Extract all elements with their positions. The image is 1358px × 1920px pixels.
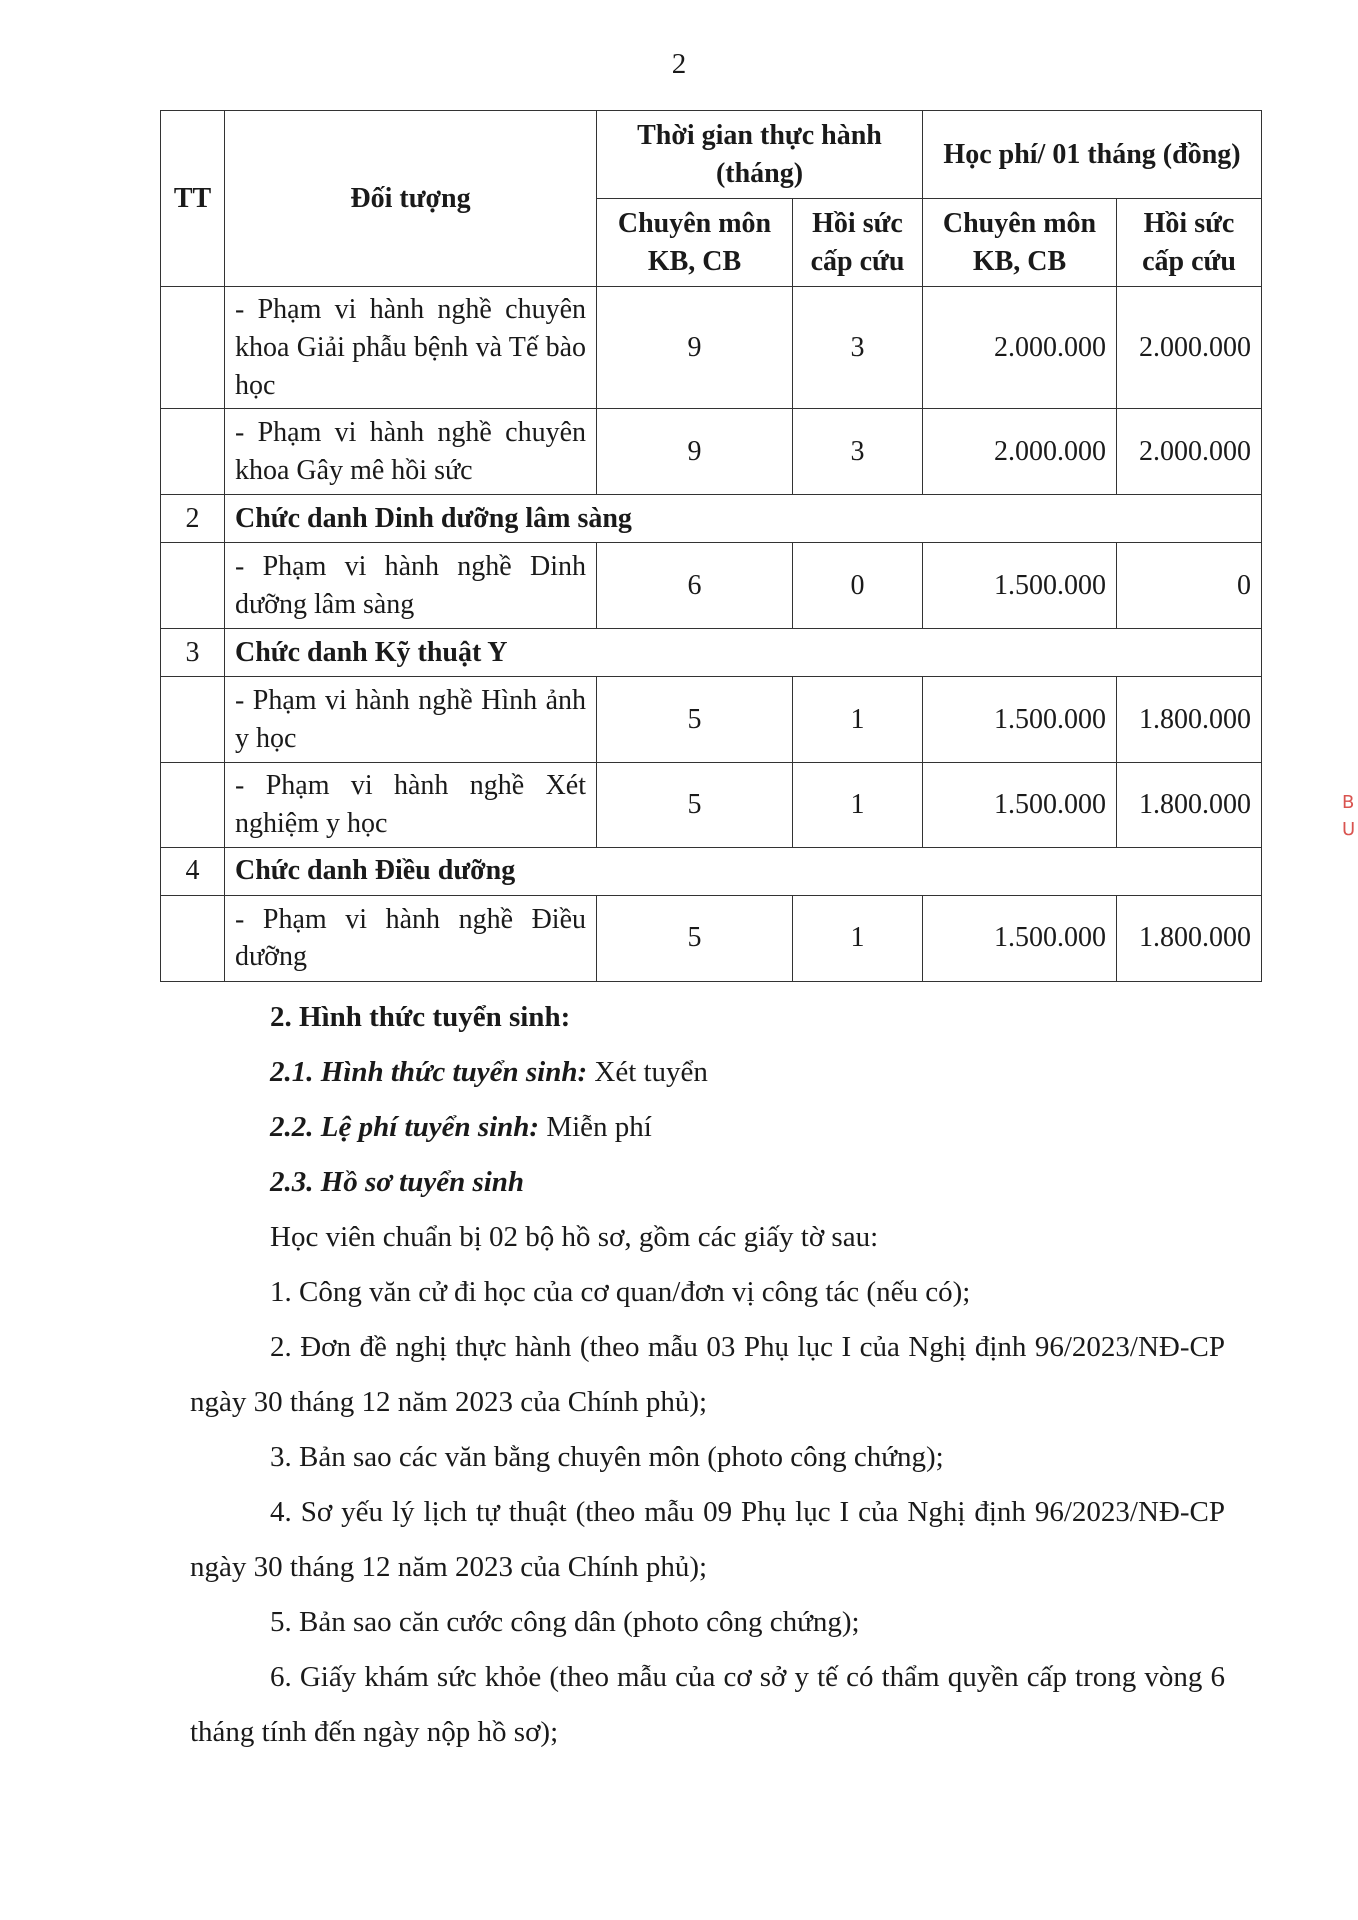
header-subject: Đối tượng [225,111,597,287]
dossier-item: 1. Công văn cử đi học của cơ quan/đơn vị công tác (nếu có); [270,1276,971,1308]
row-fee-resuscitation: 0 [1117,543,1262,629]
header-practice-time: Thời gian thực hành (tháng) [597,111,923,199]
group-title: Chức danh Kỹ thuật Y [225,629,1262,677]
row-tt [161,287,225,409]
admission-fee-line [190,1100,1225,1155]
row-fee-resuscitation: 1.800.000 [1117,895,1262,981]
row-tt [161,409,225,495]
table-group-row [161,847,1262,895]
group-tt: 3 [161,629,225,677]
table-row [161,287,1262,409]
row-months-resuscitation: 0 [793,543,923,629]
dossier-item: 2. Đơn đề nghị thực hành (theo mẫu 03 Phụ lục I của Nghị định 96/2023/NĐ-CP ngày 30 tháng 12 năm 2023 của Chính phủ); [190,1331,1225,1418]
table-row [161,409,1262,495]
fee-table [160,110,1262,982]
table-group-row [161,495,1262,543]
row-fee-specialty: 2.000.000 [923,287,1117,409]
dossier-intro: Học viên chuẩn bị 02 bộ hồ sơ, gồm các giấy tờ sau: [270,1221,879,1253]
row-tt [161,763,225,848]
header-resuscitation-fee: Hồi sức cấp cứu [1117,199,1262,287]
table-row [161,677,1262,763]
row-months-resuscitation: 3 [793,287,923,409]
row-months-resuscitation: 3 [793,409,923,495]
row-fee-specialty: 1.500.000 [923,677,1117,763]
dossier-item: 6. Giấy khám sức khỏe (theo mẫu của cơ sở y tế có thẩm quyền cấp trong vòng 6 tháng tính đến ngày nộp hồ sơ); [190,1661,1225,1748]
table-row [161,895,1262,981]
table-group-row [161,629,1262,677]
row-fee-specialty: 1.500.000 [923,543,1117,629]
admission-fee-value: Miễn phí [539,1111,652,1143]
row-fee-resuscitation: 2.000.000 [1117,287,1262,409]
table-row [161,763,1262,848]
admission-section [190,990,1225,1760]
svg-text:U: U [1342,819,1356,840]
table-row [161,543,1262,629]
row-months-resuscitation: 1 [793,895,923,981]
header-specialty-time: Chuyên môn KB, CB [597,199,793,287]
row-months-specialty: 5 [597,895,793,981]
dossier-item: 4. Sơ yếu lý lịch tự thuật (theo mẫu 09 Phụ lục I của Nghị định 96/2023/NĐ-CP ngày 30 tháng 12 năm 2023 của Chính phủ); [190,1496,1225,1583]
row-subject: - Phạm vi hành nghề chuyên khoa Giải phẫu bệnh và Tế bào học [225,287,597,409]
row-subject: - Phạm vi hành nghề Dinh dưỡng lâm sàng [225,543,597,629]
row-fee-specialty: 1.500.000 [923,895,1117,981]
group-title: Chức danh Dinh dưỡng lâm sàng [225,495,1262,543]
row-fee-resuscitation: 2.000.000 [1117,409,1262,495]
row-tt [161,543,225,629]
page-number: 2 [671,48,687,80]
row-months-resuscitation: 1 [793,677,923,763]
section-heading: 2. Hình thức tuyển sinh: [270,1001,571,1033]
admission-form-line [190,1045,1225,1100]
svg-text:B: B [1342,792,1355,813]
header-specialty-fee: Chuyên môn KB, CB [923,199,1117,287]
row-months-specialty: 6 [597,543,793,629]
admission-form-value: Xét tuyển [587,1056,708,1088]
admission-fee-label: 2.2. Lệ phí tuyển sinh: [270,1111,540,1143]
dossier-heading: 2.3. Hồ sơ tuyển sinh [270,1166,525,1198]
admission-form-label: 2.1. Hình thức tuyển sinh: [270,1056,588,1088]
header-resuscitation-time: Hồi sức cấp cứu [793,199,923,287]
row-fee-specialty: 2.000.000 [923,409,1117,495]
row-months-specialty: 5 [597,677,793,763]
row-subject: - Phạm vi hành nghề Xét nghiệm y học [225,763,597,848]
header-tt: TT [161,111,225,287]
row-tt [161,677,225,763]
row-fee-resuscitation: 1.800.000 [1117,677,1262,763]
row-subject: - Phạm vi hành nghề chuyên khoa Gây mê hồi sức [225,409,597,495]
row-fee-specialty: 1.500.000 [923,763,1117,848]
row-fee-resuscitation: 1.800.000 [1117,763,1262,848]
row-subject: - Phạm vi hành nghề Điều dưỡng [225,895,597,981]
row-months-specialty: 9 [597,287,793,409]
row-subject: - Phạm vi hành nghề Hình ảnh y học [225,677,597,763]
header-fee: Học phí/ 01 tháng (đồng) [923,111,1262,199]
group-title: Chức danh Điều dưỡng [225,847,1262,895]
dossier-item: 5. Bản sao căn cước công dân (photo công chứng); [270,1606,860,1638]
group-tt: 4 [161,847,225,895]
row-months-specialty: 5 [597,763,793,848]
seal-stamp-fragment [1320,720,1358,920]
row-months-specialty: 9 [597,409,793,495]
group-tt: 2 [161,495,225,543]
row-tt [161,895,225,981]
row-months-resuscitation: 1 [793,763,923,848]
dossier-item: 3. Bản sao các văn bằng chuyên môn (photo công chứng); [270,1441,944,1473]
